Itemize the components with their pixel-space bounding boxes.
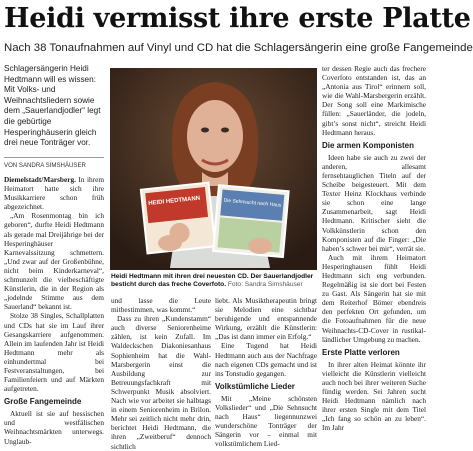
section-heading: Erste Platte verloren	[322, 347, 400, 357]
face	[187, 100, 243, 172]
col1-paragraph: In ihrem Heimatort hatte sich ihre Musikkarriere schon früh abgezeichnet.	[4, 175, 104, 212]
col1-paragraph: Aktuell ist sie auf hessischen und westfälischen Weihnachtsmärkten unterwegs. Unglaub-	[4, 409, 104, 446]
subheadline: Nach 38 Tonaufnahmen auf Vinyl und CD hat die Schlagersängerin eine große Fangemeinde	[4, 42, 473, 54]
col3-paragraph: Mit „Meine schönsten Volkslieder“ und „Die Sehnsucht nach Haus“ liegennunzwei wunderschöne Tonträger der Sängerin vor – einmal mit volkstümlichem Lied-	[215, 393, 317, 449]
teaser-divider	[4, 157, 104, 158]
photo-illustration	[110, 68, 317, 270]
section-heading: Große Fangemeinde	[4, 397, 82, 407]
article-column-3	[215, 296, 317, 449]
article-photo	[110, 68, 317, 270]
article-column-1	[4, 175, 104, 446]
teaser: Schlagersängerin Heidi Hedtmann will es wissen: Mit Volks- und Weihnachtsliedern sowie dem „Sauerlandjodler“ legt die gebürtige Hesperinghäuserin gleich drei neue Tonträger vor.	[4, 64, 101, 148]
cd-cover-text-2: Die Sehnsucht nach Haus	[223, 197, 282, 209]
dateline: Diemelstadt/Marsberg.	[4, 175, 76, 184]
col1-paragraph: Stolze 38 Singles, Schallplatten und CDs hat sie im Lauf ihrer Gesangskarriere aufgenommen. Allein im laufenden Jahr ist Heidi Hedtmann mehr als einhundertmal bei Festveranstaltungen, bei Familienfeiern und auf Märkten aufgetreten.	[4, 311, 104, 394]
col4-paragraph: ter dessen Regie auch das frechere Coverfoto entstanden ist, das an „Antonia aus Tirol“ erinnern soll, wie die Wahl-Marsbergerin erzählt. Der Song soll eine Markimische füllen: „Sauerländer, die jodeln, gibt’s sonst nicht“, streicht Heidi Hedtmann heraus.	[322, 64, 426, 137]
col1-paragraph: „Am Rosenmontag bin ich geboren“, durfte Heidi Hedtmann als gerade mal Dreijährige bei der Hesperinghäuser Karnevalssitzung schmettern. „Und zwar auf der Großenbühne, nicht beim Kinderkarneval“, schmunzelt die vielbeschäftigte Künstlerin, die in der Region als „jodelnde Stimme aus dem Sauerland“ bekannt ist.	[4, 211, 104, 312]
cd-cover-text: HEIDI HEDTMANN	[148, 195, 201, 208]
photo-caption	[111, 273, 317, 289]
col4-paragraph: Ideen habe sie auch zu zwei der anderen, allesamt fernsehtauglichen Titeln auf der Scheibe beigesteuert. Mit dem Texter Heinz Klockhaus verbinde sie schon eine lange Zusammenarbeit, sagt Heidi Hedtmann. Kritischer sieht die Volkkünstlerin schon den Komponisten auf die Finger: „Die haben’s schwer bei mir“, verrät sie.	[322, 152, 426, 253]
article-column-2	[111, 296, 211, 451]
col4-paragraph: In ihrer alten Heimat könnte ihr vielleicht die Künstlerin vielleicht auch noch bei ihrer weiteren Suche fündig werden. Sei Jahren sucht Heidi Hedtmann nämlich nach ihrer ersten Single mit dem Titel „Ich fang so schön an zu leben“. Im Jahr	[322, 359, 426, 433]
col4-paragraph: Auch mit ihrem Heimatort Hesperinghausen fühlt Heidi Hedtmann sich eng verbunden. Regelmäßig ist sie dort bei Festen zu Gast. Als Sängerin hat sie mit dem Reiterhof Bömer ebendreis den perfekten Ort gefunden, um die Fotoaufnahmen für die neue Weihnachts-CD-Cover in rustikal-ländlicher Umgebung zu machen.	[322, 252, 426, 344]
col3-paragraph: liebt. Als Musiktherapeutin bringt sie Melodien eine sichtbar beruhigende und entspannende Wirkung, erzählt die Künstlerin: „Das ist dann immer ein Erfolg.“	[215, 296, 317, 342]
left-hand	[158, 235, 182, 251]
caption-text: Heidi Hedtmann mit ihren drei neuesten CD. Der Sauerlandjodler besticht durch das freche Coverfoto.	[111, 273, 314, 289]
byline: VON SANDRA SIMSHÄUSER	[4, 162, 86, 169]
section-heading: Volkstümliche Lieder	[215, 381, 295, 391]
col3-paragraph: Eine Tugend hat Heidi Hedtmann auch aus der Nachfrage nach eigenen CDs gemacht und ist ins Tonstudio gegangen.	[215, 341, 317, 378]
photo-credit: Foto: Sandra Simshäuser	[227, 281, 303, 289]
col2-paragraph: und lasse die Leute mitbestimmen, was kommt.“	[111, 296, 211, 315]
article-column-4	[322, 64, 426, 433]
section-heading: Die armen Komponisten	[322, 140, 415, 150]
right-hand	[248, 238, 272, 254]
headline: Heidi vermisst ihre erste Platte	[4, 3, 471, 34]
col2-paragraph: Dass zu ihren „Kundenstamm“ auch diverse Seniorenheime zählen, ist kein Zufall. Im Waldeckschen Diakoniesanhaus Sophienheim hat die Wahl-Marsbergerin einst die Ausbildung zur Betreuungsfachkraft mit Schwerpunkt Musik absolviert. Nach wie vor arbeitet sie halbtags in einem Seniorenheim in Brilon. Mehr sei zeitlich nicht mehr drin, berichtet Heidi Hedtmann, die ihren „Zweitberuf“ dennoch sichtlich	[111, 314, 211, 451]
